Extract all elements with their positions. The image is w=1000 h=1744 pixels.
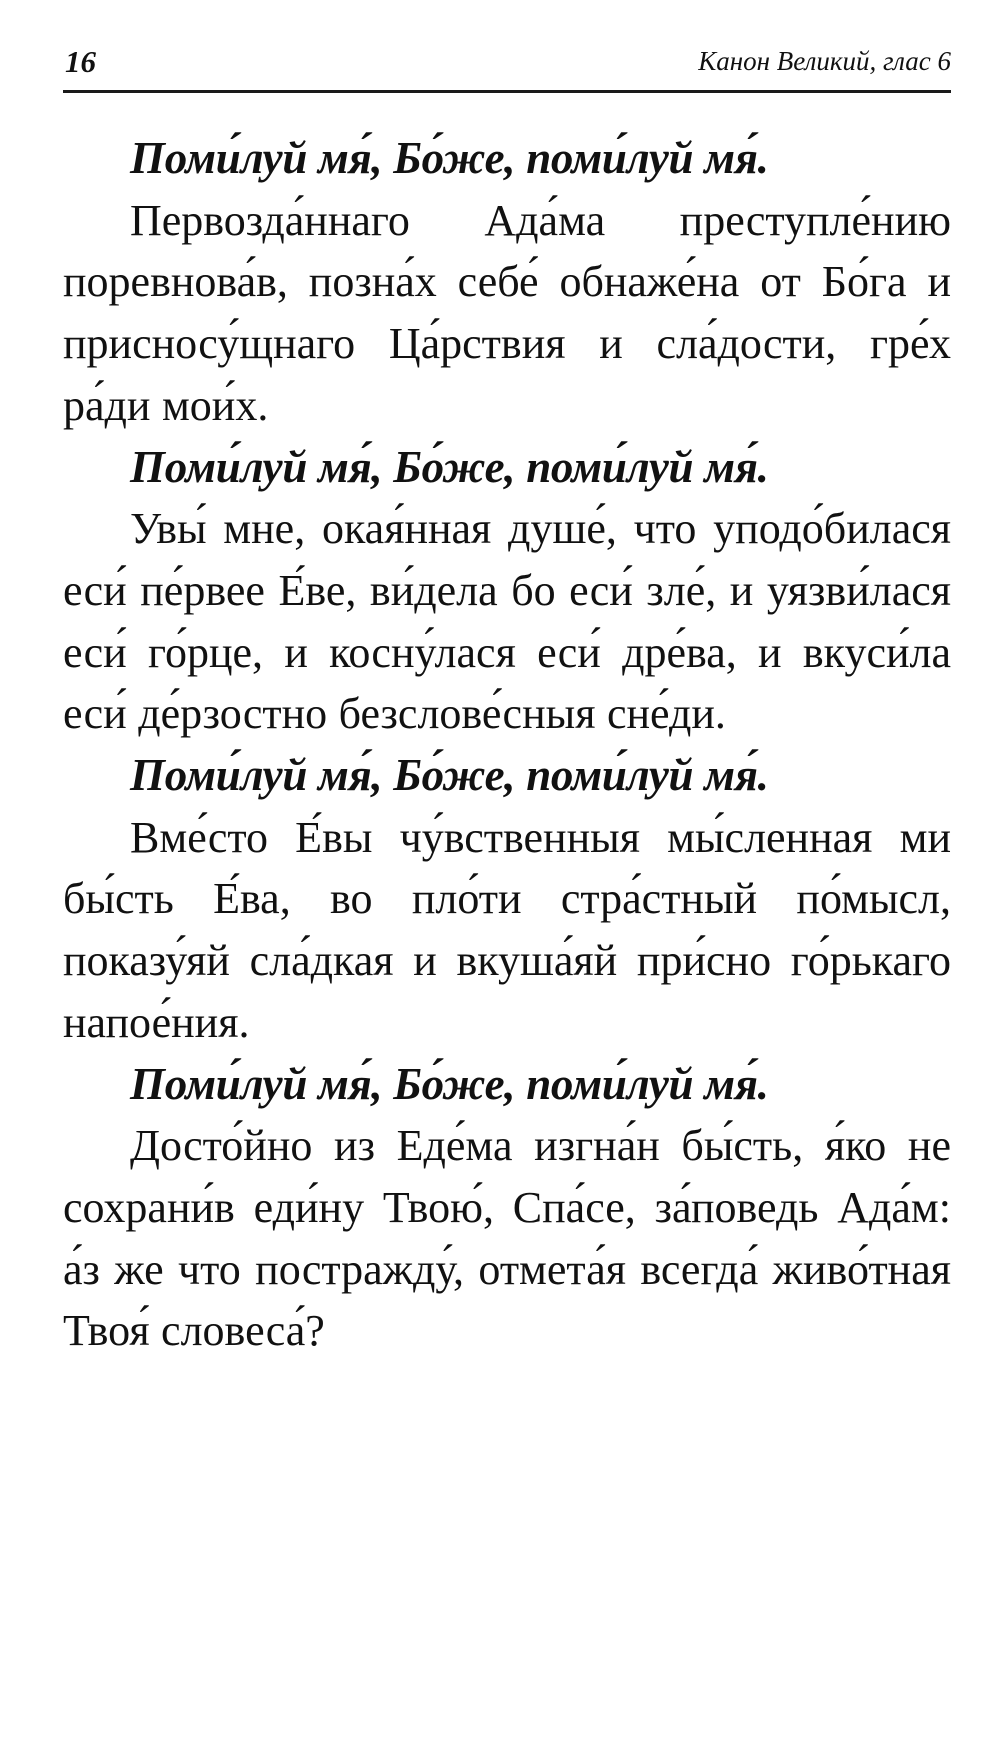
refrain: Поми́луй мя́, Бо́же, поми́луй мя́.: [130, 133, 769, 183]
page-number: 16: [65, 44, 96, 79]
refrain: Поми́луй мя́, Бо́же, поми́луй мя́.: [130, 1058, 769, 1109]
troparion: Вме́сто Е́вы чу́вственныя мы́сленная ми бы́сть Е́ва, во пло́ти стра́стный по́мысл, показу́яй сла́дкая и вкуша́яй при́сно го́рькаго напое́ния.: [63, 812, 951, 1047]
troparion: Первозда́ннаго Ада́ма преступле́нию поревнова́в, позна́х себе́ обнаже́на от Бо́га и присносу́щнаго Ца́рствия и сла́дости, гре́х ра́ди мои́х.: [63, 195, 951, 430]
running-title: Канон Великий, глас 6: [698, 46, 951, 76]
refrain: Поми́луй мя́, Бо́же, поми́луй мя́.: [130, 750, 769, 801]
troparion: Досто́йно из Еде́ма изгна́н бы́сть, я́ко не сохрани́в еди́ну Твою́, Спа́се, за́поведь Ада́м: а́з же что постражду́, отмета́я всегда́ живо́тная Твоя́ словеса́?: [63, 1121, 951, 1356]
refrain: Поми́луй мя́, Бо́же, поми́луй мя́.: [130, 441, 769, 492]
page-header: [63, 40, 951, 93]
canon-text: [63, 128, 951, 1362]
troparion: Увы́ мне, окая́нная душе́, что уподо́билася еси́ пе́рвее Е́ве, ви́дела бо еси́ зле́, и уязви́лася еси́ го́рце, и косну́лася еси́ дре́ва, и вкуси́ла еси́ де́рзостно безслове́сныя сне́ди.: [63, 504, 951, 739]
